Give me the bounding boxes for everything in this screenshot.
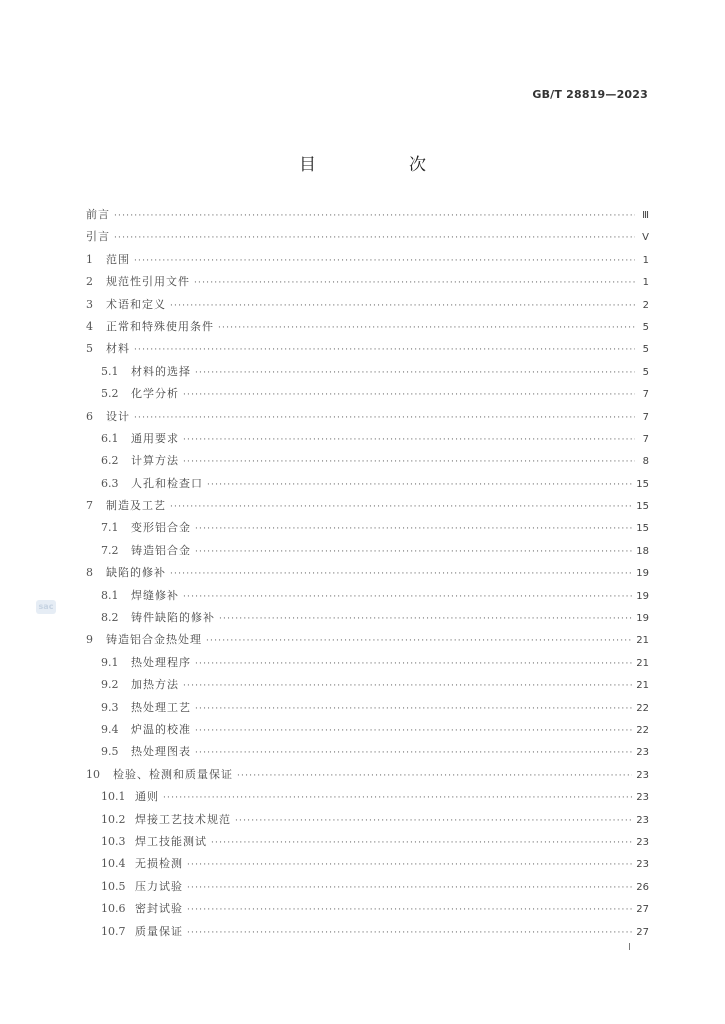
toc-entry-page: 18 xyxy=(636,545,649,557)
standard-code: GB/T 28819—2023 xyxy=(532,88,648,101)
toc-entry-number: 9.1 xyxy=(101,655,119,669)
toc-entry[interactable] xyxy=(86,876,649,898)
dot-leader xyxy=(195,653,632,675)
dot-leader xyxy=(134,250,635,272)
dot-leader xyxy=(183,675,632,697)
toc-entry[interactable] xyxy=(86,921,649,943)
toc-entry[interactable] xyxy=(86,607,649,629)
dot-leader xyxy=(195,742,632,764)
page-title: 目 次 xyxy=(299,155,464,175)
toc-entry-page: 19 xyxy=(636,613,649,625)
toc-entry-label: 焊缝修补 xyxy=(131,588,179,602)
toc-entry[interactable] xyxy=(86,898,649,920)
toc-entry-page: 7 xyxy=(642,411,649,423)
toc-entry[interactable] xyxy=(86,562,649,584)
toc-entry-label: 铸件缺陷的修补 xyxy=(131,611,215,625)
toc-entry-page: 27 xyxy=(636,926,649,938)
toc-entry[interactable] xyxy=(86,719,649,741)
toc-entry[interactable] xyxy=(86,585,649,607)
toc-entry-number: 9 xyxy=(86,633,93,647)
toc-entry[interactable] xyxy=(86,316,649,338)
toc-entry-page: Ⅴ xyxy=(642,232,649,244)
toc-entry[interactable] xyxy=(86,697,649,719)
toc-entry-page: 23 xyxy=(636,814,649,826)
toc-entry-page: 27 xyxy=(636,904,649,916)
dot-leader xyxy=(195,541,632,563)
toc-entry-label: 炉温的校准 xyxy=(131,722,191,736)
toc-entry-label: 热处理图表 xyxy=(131,745,191,759)
toc-entry-label: 材料的选择 xyxy=(131,364,191,378)
toc-entry-page: 23 xyxy=(636,859,649,871)
toc-entry[interactable] xyxy=(86,428,649,450)
dot-leader xyxy=(170,563,632,585)
toc-entry-number: 9.3 xyxy=(101,700,119,714)
toc-entry[interactable] xyxy=(86,473,649,495)
toc-entry-page: 26 xyxy=(636,881,649,893)
toc-entry-number: 9.5 xyxy=(101,745,119,759)
toc-entry-label: 铸造铝合金 xyxy=(131,543,191,557)
dot-leader xyxy=(183,429,635,451)
dot-leader xyxy=(187,854,632,876)
toc-entry-number: 3 xyxy=(86,297,93,311)
toc-entry-label: 无损检测 xyxy=(135,857,183,871)
toc-entry-label: 通用要求 xyxy=(131,431,179,445)
toc-entry-number: 6.3 xyxy=(101,476,119,490)
dot-leader xyxy=(134,339,635,361)
toc-entry-label: 密封试验 xyxy=(135,902,183,916)
toc-entry[interactable] xyxy=(86,853,649,875)
toc-entry-label: 范围 xyxy=(106,252,130,266)
toc-entry-label: 正常和特殊使用条件 xyxy=(106,319,214,333)
toc-entry[interactable] xyxy=(86,204,649,226)
toc-entry-page: 5 xyxy=(642,366,649,378)
toc-entry-number: 6.1 xyxy=(101,431,119,445)
toc-entry[interactable] xyxy=(86,741,649,763)
toc-entry-number: 1 xyxy=(86,252,93,266)
toc-entry[interactable] xyxy=(86,674,649,696)
dot-leader xyxy=(211,832,632,854)
toc-entry-label: 材料 xyxy=(106,342,130,356)
dot-leader xyxy=(237,765,632,787)
toc-entry-label: 设计 xyxy=(106,409,130,423)
toc-entry-page: 22 xyxy=(636,724,649,736)
toc-entry-page: 5 xyxy=(642,321,649,333)
toc-entry-page: 23 xyxy=(636,792,649,804)
toc-entry[interactable] xyxy=(86,764,649,786)
toc-entry-number: 2 xyxy=(86,275,93,289)
toc-entry-number: 8.2 xyxy=(101,611,119,625)
toc-entry-number: 9.4 xyxy=(101,722,119,736)
toc-entry[interactable] xyxy=(86,406,649,428)
toc-entry[interactable] xyxy=(86,786,649,808)
toc-entry-label: 加热方法 xyxy=(131,678,179,692)
table-of-contents xyxy=(86,204,649,943)
toc-entry[interactable] xyxy=(86,226,649,248)
toc-entry[interactable] xyxy=(86,629,649,651)
sac-watermark-logo: sac xyxy=(36,600,56,614)
dot-leader xyxy=(170,496,632,518)
toc-entry-label: 通则 xyxy=(135,790,159,804)
toc-entry[interactable] xyxy=(86,540,649,562)
toc-entry-label: 焊工技能测试 xyxy=(135,834,207,848)
toc-entry-number: 10.1 xyxy=(101,790,126,804)
toc-entry[interactable] xyxy=(86,249,649,271)
dot-leader xyxy=(195,698,632,720)
dot-leader xyxy=(183,384,635,406)
toc-entry-page: 23 xyxy=(636,747,649,759)
toc-entry[interactable] xyxy=(86,271,649,293)
toc-entry[interactable] xyxy=(86,652,649,674)
toc-entry-number: 9.2 xyxy=(101,678,119,692)
toc-entry-label: 变形铝合金 xyxy=(131,521,191,535)
toc-entry-number: 10.6 xyxy=(101,902,126,916)
toc-entry-number: 6.2 xyxy=(101,454,119,468)
toc-entry-label: 压力试验 xyxy=(135,879,183,893)
toc-entry-number: 5 xyxy=(86,342,93,356)
toc-entry[interactable] xyxy=(86,383,649,405)
dot-leader xyxy=(183,586,632,608)
toc-entry-number: 5.1 xyxy=(101,364,119,378)
toc-entry-label: 引言 xyxy=(86,230,110,244)
dot-leader xyxy=(218,317,635,339)
toc-entry-label: 计算方法 xyxy=(131,454,179,468)
dot-leader xyxy=(183,451,635,473)
toc-entry-label: 术语和定义 xyxy=(106,297,166,311)
toc-entry-label: 缺陷的修补 xyxy=(106,566,166,580)
toc-entry-page: 2 xyxy=(642,299,649,311)
toc-entry-number: 7 xyxy=(86,499,93,513)
page-number: I xyxy=(628,942,631,953)
toc-entry-number: 10.4 xyxy=(101,857,126,871)
toc-entry[interactable] xyxy=(86,809,649,831)
toc-entry-label: 检验、检测和质量保证 xyxy=(113,767,233,781)
dot-leader xyxy=(187,877,632,899)
dot-leader xyxy=(195,518,632,540)
dot-leader xyxy=(187,922,632,944)
toc-entry-label: 规范性引用文件 xyxy=(106,275,190,289)
toc-entry-label: 前言 xyxy=(86,208,110,221)
toc-entry[interactable] xyxy=(86,338,649,360)
toc-entry-label: 热处理工艺 xyxy=(131,700,191,714)
toc-entry-label: 焊接工艺技术规范 xyxy=(135,812,231,826)
toc-entry[interactable] xyxy=(86,495,649,517)
dot-leader xyxy=(194,272,635,294)
toc-entry[interactable] xyxy=(86,294,649,316)
dot-leader xyxy=(195,720,632,742)
dot-leader xyxy=(114,227,635,249)
toc-entry-page: 23 xyxy=(636,836,649,848)
toc-entry-number: 7.1 xyxy=(101,521,119,535)
toc-entry-page: 15 xyxy=(636,523,649,535)
toc-entry-number: 7.2 xyxy=(101,543,119,557)
toc-entry-page: 19 xyxy=(636,568,649,580)
toc-entry-page: 21 xyxy=(636,635,649,647)
toc-entry-number: 8.1 xyxy=(101,588,119,602)
toc-entry-number: 5.2 xyxy=(101,387,119,401)
toc-entry-page: 7 xyxy=(642,433,649,445)
toc-entry-number: 10.2 xyxy=(101,812,126,826)
toc-entry-number: 10 xyxy=(86,767,100,781)
dot-leader xyxy=(235,810,632,832)
toc-entry-label: 制造及工艺 xyxy=(106,499,166,513)
dot-leader xyxy=(170,295,635,317)
toc-entry-number: 10.3 xyxy=(101,834,126,848)
dot-leader xyxy=(114,205,635,227)
toc-entry-page: Ⅲ xyxy=(642,210,649,221)
dot-leader xyxy=(207,474,632,496)
toc-entry-number: 4 xyxy=(86,319,93,333)
toc-entry[interactable] xyxy=(86,517,649,539)
toc-entry-page: 22 xyxy=(636,702,649,714)
toc-entry-page: 15 xyxy=(636,501,649,513)
toc-entry-page: 21 xyxy=(636,657,649,669)
dot-leader xyxy=(187,899,632,921)
toc-entry[interactable] xyxy=(86,450,649,472)
toc-entry[interactable] xyxy=(86,831,649,853)
dot-leader xyxy=(163,787,632,809)
toc-entry-page: 15 xyxy=(636,478,649,490)
toc-entry-page: 8 xyxy=(642,456,649,468)
toc-entry-label: 铸造铝合金热处理 xyxy=(106,633,202,647)
dot-leader xyxy=(206,630,632,652)
toc-entry-label: 人孔和检查口 xyxy=(131,476,203,490)
toc-entry-number: 6 xyxy=(86,409,93,423)
toc-entry[interactable] xyxy=(86,361,649,383)
toc-entry-page: 5 xyxy=(642,344,649,356)
toc-entry-page: 21 xyxy=(636,680,649,692)
dot-leader xyxy=(134,407,635,429)
toc-entry-label: 化学分析 xyxy=(131,387,179,401)
toc-entry-page: 23 xyxy=(636,769,649,781)
toc-entry-number: 10.5 xyxy=(101,879,126,893)
toc-entry-number: 8 xyxy=(86,566,93,580)
toc-entry-page: 19 xyxy=(636,590,649,602)
toc-entry-page: 7 xyxy=(642,389,649,401)
toc-entry-page: 1 xyxy=(642,277,649,289)
dot-leader xyxy=(219,608,632,630)
dot-leader xyxy=(195,362,635,384)
toc-entry-page: 1 xyxy=(642,254,649,266)
toc-entry-label: 质量保证 xyxy=(135,924,183,938)
toc-entry-number: 10.7 xyxy=(101,924,126,938)
toc-entry-label: 热处理程序 xyxy=(131,655,191,669)
